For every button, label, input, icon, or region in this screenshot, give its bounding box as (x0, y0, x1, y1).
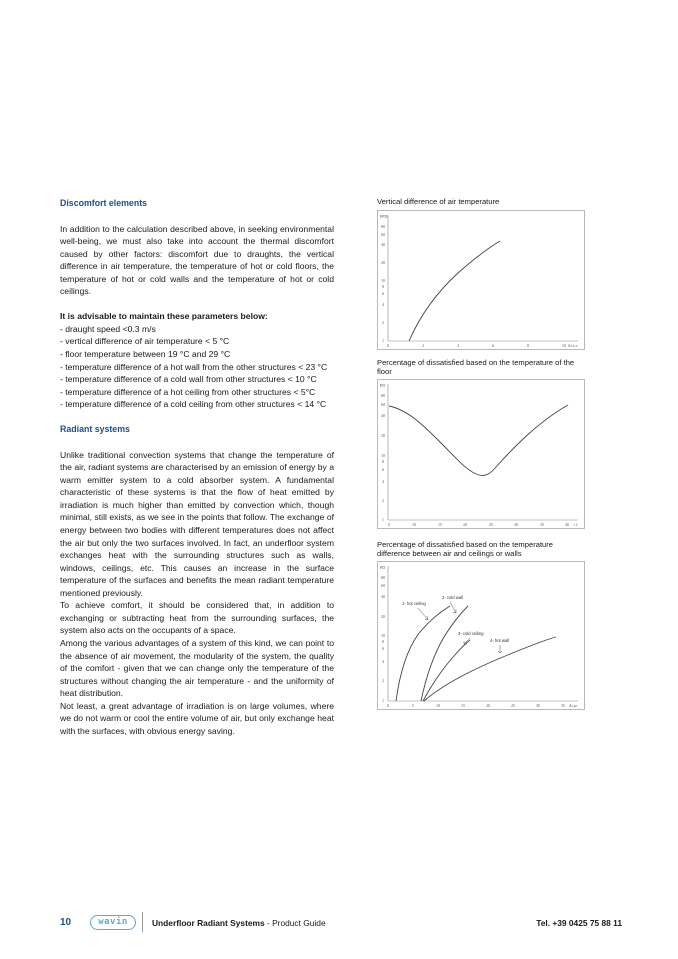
x-tick: 35 (561, 702, 565, 708)
footer-guide-title (152, 918, 326, 928)
y-tick: 40 (381, 241, 385, 247)
x-tick: 2 (422, 342, 424, 348)
list-item: - temperature difference of a hot ceiling from other structures < 5°C (60, 386, 316, 397)
y-tick: 2 (382, 319, 384, 325)
x-tick: 0 (387, 342, 389, 348)
arrow-icon (418, 608, 428, 620)
list-item: - vertical difference of air temperature < 5 °C (60, 336, 230, 347)
heading-discomfort-elements: Discomfort elements (60, 198, 148, 208)
pd-floor-curve (389, 405, 568, 476)
page-footer (0, 914, 678, 934)
y-tick: 60 (381, 582, 385, 588)
y-tick: 2 (382, 497, 384, 503)
arrow-icon (450, 602, 456, 613)
radiant-paragraph-3: Among the various advantages of a system of this kind, we can point to the absence of air movement, the modularity of the system, the quality of the comfort - given that we can change only the temperature of the structures without changing the air temperature - and the uniformity of heat distribution. (60, 637, 334, 699)
y-tick: 1 (382, 516, 384, 522)
chart-1-svg (378, 211, 584, 349)
footer-title-rest: - Product Guide (264, 918, 326, 928)
y-tick: 4 (382, 658, 384, 664)
x-tick: 15 (461, 702, 465, 708)
y-tick: 6 (382, 645, 384, 651)
chart-1-title: Vertical difference of air temperature (377, 197, 500, 206)
chart-ceiling-wall-difference (377, 561, 585, 710)
y-tick: 60 (381, 231, 385, 237)
list-item: - temperature difference of a cold ceiling from other structures < 14 °C (60, 399, 327, 410)
list-item: - temperature difference of a hot wall from the other structures < 23 °C (60, 361, 328, 372)
wavin-logo: wavin (90, 915, 136, 930)
y-tick: 4 (382, 301, 384, 307)
y-tick: 1 (382, 697, 384, 703)
x-axis-name: Δt pr (569, 702, 578, 708)
y-tick: 10 (381, 632, 385, 638)
x-tick: 25 (511, 702, 515, 708)
y-tick: 40 (381, 593, 385, 599)
y-tick: 6 (382, 290, 384, 296)
y-tick: 20 (381, 432, 385, 438)
y-tick: 20 (381, 613, 385, 619)
x-tick: 0 (387, 702, 389, 708)
x-tick: 10 (412, 521, 416, 527)
x-tick: 20 (486, 702, 490, 708)
chart-floor-temperature (377, 379, 585, 529)
y-tick: 80 (381, 223, 385, 229)
y-axis-name: PD (380, 382, 386, 388)
x-tick: 8 (527, 342, 529, 348)
x-tick: 20 (463, 521, 467, 527)
label-hot-wall: 4- hot wall (490, 637, 510, 643)
x-tick: 30 (514, 521, 518, 527)
radiant-paragraph-4: Not least, a great advantage of irradiation is on large volumes, where we do not warm or cool the entire volume of air, but only exchange heat with the surfaces, with obvious energy saving. (60, 700, 334, 736)
heading-radiant-systems: Radiant systems (60, 424, 130, 435)
list-item: - draught speed <0.3 m/s (60, 323, 156, 334)
list-item: - temperature difference of a cold wall from other structures < 10 °C (60, 374, 317, 385)
y-tick: 10 (381, 277, 385, 283)
x-tick: 30 (536, 702, 540, 708)
page-number: 10 (60, 917, 72, 928)
y-tick: 8 (382, 638, 384, 644)
x-tick: 10 (436, 702, 440, 708)
label-cold-ceiling: 3- cold ceiling (458, 630, 484, 636)
chart-vertical-air-temp (377, 210, 585, 350)
radiant-paragraph-2: To achieve comfort, it should be considered that, in addition to exchanging or subtracting heat from the surrounding surfaces, the system also acts on the occupants of a space. (60, 600, 334, 636)
parameters-heading: It is advisable to maintain these parameters below: (60, 311, 268, 322)
y-tick: 10 (381, 452, 385, 458)
y-tick: 4 (382, 478, 384, 484)
label-hot-ceiling: 1- hot ceiling (402, 600, 426, 606)
spacer (60, 411, 334, 424)
x-tick: 4 (457, 342, 459, 348)
x-tick: 5 (412, 702, 414, 708)
x-tick: 5 (388, 521, 390, 527)
x-tick: 35 (540, 521, 544, 527)
y-tick: 8 (382, 458, 384, 464)
y-tick: 8 (382, 283, 384, 289)
y-tick: 80 (381, 392, 385, 398)
chart-2-title: Percentage of dissatisfied based on the temperature of the floor (377, 357, 575, 377)
arrow-icon (498, 645, 502, 653)
charts-column (377, 197, 587, 710)
footer-divider (142, 912, 143, 932)
intro-paragraph: In addition to the calculation described above, in seeking environmental well-being, we must also take into account the thermal discomfort caused by other factors: discomfort due to draughts, the vertical difference in air temperature, the temperature of hot or cold floors, the temperature of hot or cold walls and the temperature of hot or cold ceilings. (60, 223, 334, 297)
ppd-curve (409, 241, 500, 341)
spacer (60, 298, 334, 311)
x-tick: 15 (438, 521, 442, 527)
label-cold-wall: 2- cold wall (442, 594, 463, 600)
chart-2-svg (378, 380, 584, 528)
x-tick: 25 (489, 521, 493, 527)
y-axis-name: PPD (380, 213, 388, 219)
x-axis-name: t f (574, 521, 578, 527)
cold-ceiling-curve (423, 640, 470, 701)
y-axis-name: PD (380, 564, 386, 570)
list-item: - floor temperature between 19 °C and 29 °C (60, 348, 231, 359)
footer-phone: Tel. +39 0425 75 88 11 (536, 918, 622, 928)
y-tick: 80 (381, 574, 385, 580)
x-tick: 40 (565, 521, 569, 527)
footer-title-bold: Underfloor Radiant Systems (152, 918, 265, 928)
hot-wall-curve (424, 637, 556, 701)
radiant-paragraph-1: Unlike traditional convection systems that change the temperature of the air, radiant systems are characterised by an emission of energy by a warm emitter system to a cold absorber system. A fundamental characteristic of these systems is that the flow of heat emitted by irradiation is much higher than emitted by convection which, though minimal, still exists, as we see in the points that follow. The exchange of energy between two bodies with different temperatures does not affect the air but only the two surfaces involved. In fact, an underfloor system exchanges heat with the surrounding structures such as walls, windows, ceilings, etc. This causes an increase in the surface temperature of the surfaces and benefits the mean radiant temperature mentioned previously. (60, 449, 334, 598)
y-tick: 2 (382, 677, 384, 683)
y-tick: 20 (381, 259, 385, 265)
text-column (60, 197, 334, 737)
y-tick: 1 (382, 337, 384, 343)
hot-ceiling-curve (396, 606, 450, 701)
y-tick: 40 (381, 412, 385, 418)
chart-3-svg (378, 562, 584, 709)
y-tick: 60 (381, 401, 385, 407)
chart-3-title: Percentage of dissatisfied based on the temperature difference between air and ceilings or walls (377, 539, 554, 559)
y-tick: 6 (382, 466, 384, 472)
parameters-list (60, 323, 334, 411)
x-tick: 6 (492, 342, 494, 348)
x-tick: 10 (562, 342, 566, 348)
x-axis-name: Δt a,v (568, 342, 578, 348)
